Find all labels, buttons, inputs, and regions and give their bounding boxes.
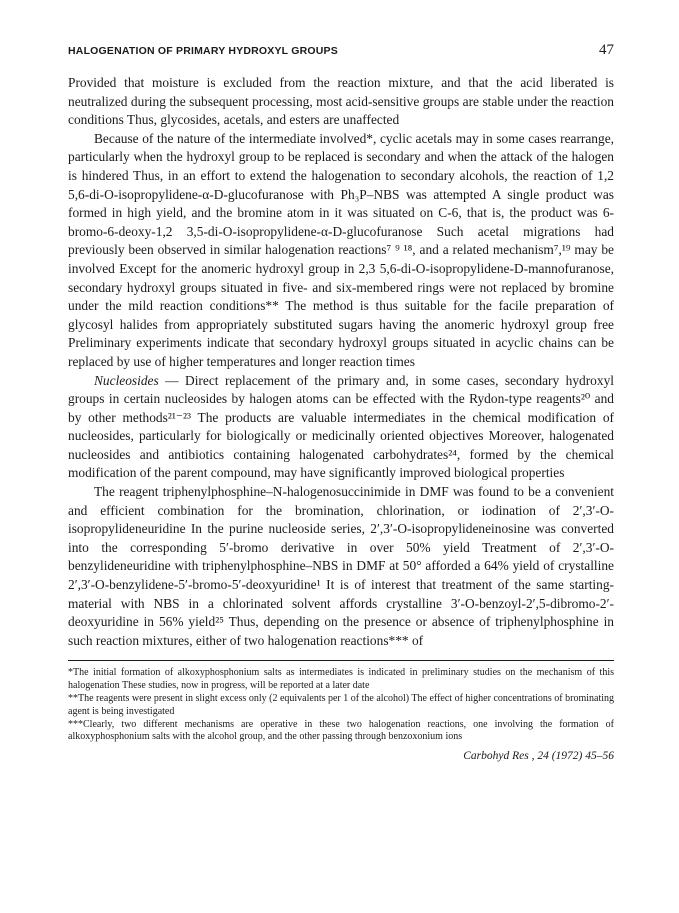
footnotes (68, 667, 614, 744)
footnote-3: ***Clearly, two different mechanisms are operative in these two halogenation reactions, one involving the formation of alkoxyphosphonium salts with the alcohol group, and the other passing through benzoxonium ions (68, 718, 614, 743)
paragraph-1: Provided that moisture is excluded from the reaction mixture, and that the acid liberated is neutralized during the subsequent processing, most acid-sensitive groups are stable under the reaction conditions Thus, glycosides, acetals, and esters are unaffected (68, 75, 614, 128)
page-number: 47 (599, 42, 614, 58)
journal-page (68, 42, 614, 762)
body-text (68, 74, 614, 650)
page-header (68, 42, 614, 66)
section-heading-nucleosides: Nucleosides (94, 372, 159, 388)
paragraph-4: The reagent triphenylphosphine–N-halogenosuccinimide in DMF was found to be a convenient and efficient combination for the bromination, chlorination, or iodination of 2′,3′-O-isopropylideneuridine In the purine nucleoside series, 2′,3′-O-isopropylideneinosine was converted into the corresponding 5′-bromo derivative in over 50% yield Treatment of 2′,3′-O-benzylideneuridine with triphenylphosphine–NBS in DMF at 50° afforded a 64% yield of crystalline 2′,3′-O-benzylidene-5′-bromo-5′-deoxyuridine¹ It is of interest that treatment of the same starting-material with NBS in a chlorinated solvent affords crystalline 3′-O-benzoyl-2′,5-dibromo-2′-deoxyuridine in 56% yield²⁵ Thus, depending on the presence or absence of triphenylphosphine in such reaction mixtures, either of two halogenation reactions*** of (68, 484, 614, 648)
paragraph-3-text: — Direct replacement of the primary and, in some cases, secondary hydroxyl groups in certain nucleosides by halogen atoms can be effected with the Rydon-type reagents²⁰ and by other methods²¹⁻²³ The products are valuable intermediates in the chemical modification of nucleosides, particularly for biologically or medicinally oriented objectives Moreover, halogenated nucleosides and antibiotics containing halogenated carbohydrates²⁴, formed by the chemical modification of the parent compound, may have significantly improved biological properties (68, 372, 614, 481)
paragraph-2: Because of the nature of the intermediate involved*, cyclic acetals may in some cases rearrange, particularly when the hydroxyl group to be replaced is secondary and when the attack of the halogen is hindered Thus, in an effort to extend the halogenation to secondary alcohols, the reaction of 1,2 5,6-di-O-isopropylidene-α-D-glucofuranose with Ph₃P–NBS was attempted A single product was formed in high yield, and the bromine atom in it was situated on C-6, that is, the product was 6-bromo-6-deoxy-1,2 3,5-di-O-isopropylidene-α-D-glucofuranose Such acetal migrations had previously been observed in similar halogenation reactions⁷ ⁹ ¹⁸, and a related mechanism⁷,¹⁹ may be involved Except for the anomeric hydroxyl group in 2,3 5,6-di-O-isopropylidene-D-mannofuranose, secondary hydroxyl groups situated in five- and six-membered rings were not replaced by bromine under the mild reaction conditions** The method is thus suitable for the facile preparation of glycosyl halides from appropriately substituted sugars having the anomeric hydroxyl group free Preliminary experiments indicate that secondary hydroxyl groups situated in acyclic chains can be replaced by use of higher temperatures and longer reaction times (68, 130, 614, 369)
footnote-rule (68, 660, 614, 661)
footnote-1: *The initial formation of alkoxyphosphonium salts as intermediates is indicated in preliminary studies on the mechanism of this halogenation These studies, now in progress, will be reported at a later date (68, 667, 614, 692)
journal-citation: Carbohyd Res , 24 (1972) 45–56 (463, 750, 614, 763)
paragraph-nucleosides (68, 372, 614, 484)
running-head: HALOGENATION OF PRIMARY HYDROXYL GROUPS (68, 45, 338, 57)
footnote-2: **The reagents were present in slight excess only (2 equivalents per 1 of the alcohol) The effect of higher concentrations of brominating agent is being investigated (68, 693, 614, 717)
